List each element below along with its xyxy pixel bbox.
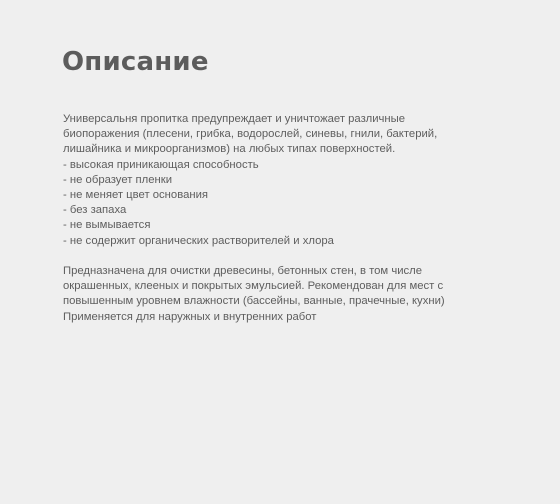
usage-text-block	[63, 264, 533, 325]
section-title: Описание	[62, 47, 209, 77]
description-line: лишайника и микроорганизмов) на любых типах поверхностей.	[63, 143, 396, 156]
feature-item: - не образует пленки	[63, 173, 173, 186]
usage-line: Применяется для наружных и внутренних работ	[63, 310, 317, 323]
usage-line: повышенным уровнем влажности (бассейны, ванные, прачечные, кухни)	[63, 295, 445, 308]
feature-item: - не вымывается	[63, 219, 151, 232]
feature-item: - не содержит органических растворителей и хлора	[63, 234, 334, 247]
description-line: биопоражения (плесени, грибка, водорослей, синевы, гнили, бактерий,	[63, 128, 438, 141]
description-text-block	[63, 112, 533, 249]
description-line: Универсальня пропитка предупреждает и уничтожает различные	[63, 113, 406, 125]
feature-item: - высокая приникающая способность	[63, 158, 259, 171]
feature-item: - без запаха	[63, 204, 127, 217]
feature-item: - не меняет цвет основания	[63, 189, 209, 202]
usage-line: окрашенных, клееных и покрытых эмульсией. Рекомендован для мест с	[63, 280, 444, 293]
usage-line: Предназначена для очистки древесины, бетонных стен, в том числе	[63, 265, 423, 277]
